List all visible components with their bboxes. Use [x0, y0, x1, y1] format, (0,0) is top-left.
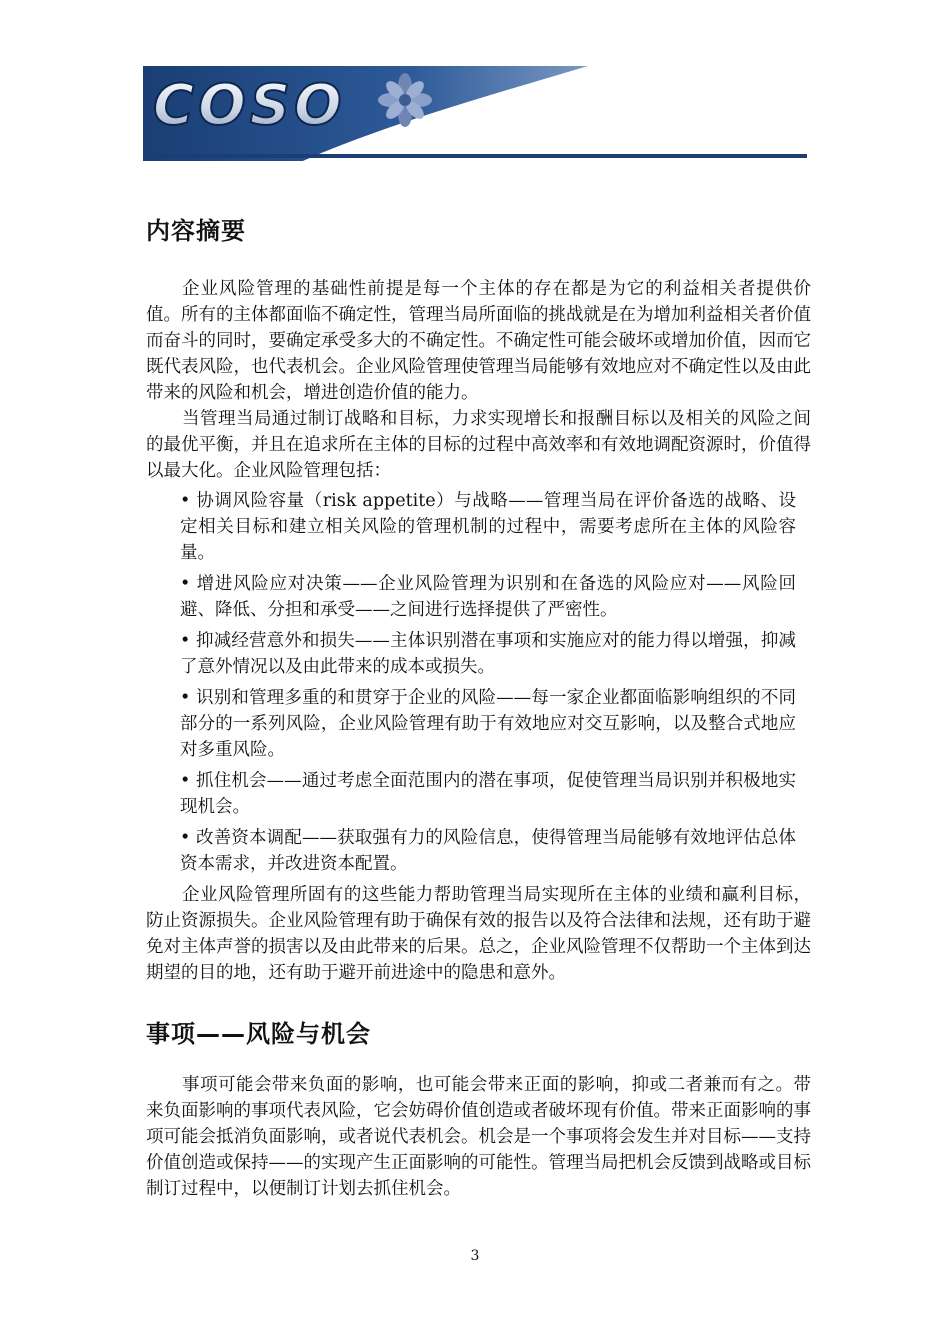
- page-number: 3: [470, 1248, 480, 1264]
- list-item: • 抓住机会——通过考虑全面范围内的潜在事项，促使管理当局识别并积极地实现机会。: [180, 771, 796, 817]
- list-item: • 协调风险容量（risk appetite）与战略——管理当局在评价备选的战略、设定相关目标和建立相关风险的管理机制的过程中，需要考虑所在主体的风险容量。: [180, 491, 796, 563]
- paragraph: 企业风险管理的基础性前提是每一个主体的存在都是为它的利益相关者提供价值。所有的主体都面临不确定性，管理当局所面临的挑战就是在为增加利益相关者价值而奋斗的同时，要确定承受多大的不确定性。不确定性可能会破坏或增加价值，因而它既代表风险，也代表机会。企业风险管理使管理当局能够有效地应对不确定性以及由此带来的风险和机会，增进创造价值的能力。: [146, 279, 811, 403]
- events-body: [146, 1072, 811, 1202]
- list-item: • 识别和管理多重的和贯穿于企业的风险——每一家企业都面临影响组织的不同部分的一系列风险，企业风险管理有助于有效地应对交互影响，以及整合式地应对多重风险。: [180, 688, 796, 760]
- paragraph: 企业风险管理所固有的这些能力帮助管理当局实现所在主体的业绩和赢利目标，防止资源损失。企业风险管理有助于确保有效的报告以及符合法律和法规，还有助于避免对主体声誉的损害以及由此带来的后果。总之，企业风险管理不仅帮助一个主体到达期望的目的地，还有助于避开前进途中的隐患和意外。: [146, 885, 811, 983]
- coso-subtitle: The Committee of Sponsoring Organizations of the Treadway Commission: [361, 137, 750, 149]
- paragraph: 事项可能会带来负面的影响，也可能会带来正面的影响，抑或二者兼而有之。带来负面影响的事项代表风险，它会妨碍价值创造或者破坏现有价值。带来正面影响的事项可能会抵消负面影响，或者说代表机会。机会是一个事项将会发生并对目标——支持价值创造或保持——的实现产生正面影响的可能性。管理当局把机会反馈到战略或目标制订过程中，以便制订计划去抓住机会。: [146, 1075, 811, 1199]
- section-title-events: 事项——风险与机会: [146, 1020, 371, 1048]
- section-title-summary: 内容摘要: [146, 217, 246, 245]
- coso-logo-text: COSO: [153, 73, 346, 138]
- coso-banner-graphic: [143, 66, 807, 161]
- list-item: • 改善资本调配——获取强有力的风险信息，使得管理当局能够有效地评估总体资本需求，并改进资本配置。: [180, 828, 796, 874]
- summary-body: [146, 276, 811, 986]
- bullet-list: [146, 488, 796, 877]
- coso-banner: [143, 66, 807, 161]
- list-item: • 增进风险应对决策——企业风险管理为识别和在备选的风险应对——风险回避、降低、分担和承受——之间进行选择提供了严密性。: [180, 574, 796, 620]
- list-item: • 抑减经营意外和损失——主体识别潜在事项和实施应对的能力得以增强，抑减了意外情况以及由此带来的成本或损失。: [180, 631, 796, 677]
- paragraph: 当管理当局通过制订战略和目标，力求实现增长和报酬目标以及相关的风险之间的最优平衡，并且在追求所在主体的目标的过程中高效率和有效地调配资源时，价值得以最大化。企业风险管理包括：: [146, 409, 811, 481]
